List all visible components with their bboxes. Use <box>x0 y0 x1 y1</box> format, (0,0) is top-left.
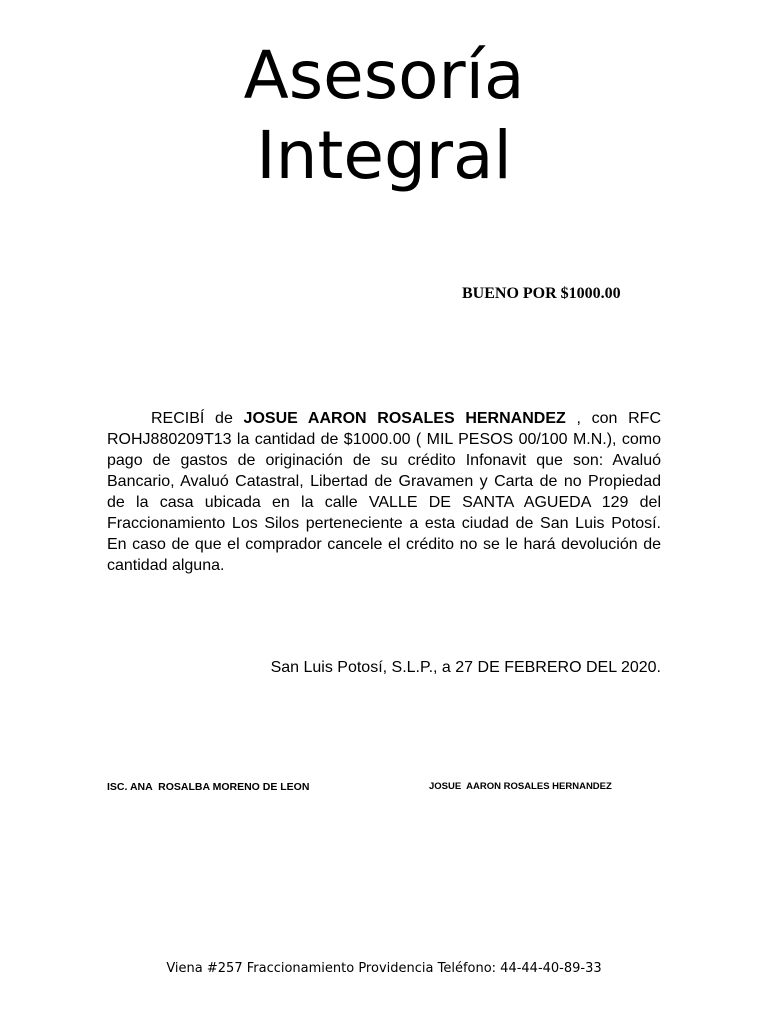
receipt-body <box>107 408 661 576</box>
payer-name: JOSUE AARON ROSALES HERNANDEZ <box>243 410 566 427</box>
place-and-date: San Luis Potosí, S.L.P., a 27 DE FEBRERO DEL 2020. <box>270 659 661 676</box>
receipt-body-intro: RECIBÍ de <box>151 410 244 427</box>
receipt-amount: BUENO POR $1000.00 <box>462 285 621 302</box>
signature-payer: JOSUE AARON ROSALES HERNANDEZ <box>429 781 612 792</box>
company-title-line-1: Asesoría <box>243 37 525 114</box>
receipt-body-main: , con RFC ROHJ880209T13 la cantidad de $1000.00 ( MIL PESOS 00/100 M.N.), como pago de gastos de originación de su crédito Infonavit que son: Avaluó Bancario, Avaluó Catastral, Libertad de Gravamen y Carta de no Propiedad de la casa ubicada en la calle VALLE DE SANTA AGUEDA 129 del Fraccionamiento Los Silos perteneciente a esta ciudad de San Luis Potosí. En caso de que el comprador cancele el crédito no se le hará devolución de cantidad alguna. <box>107 410 661 574</box>
signature-issuer: ISC. ANA ROSALBA MORENO DE LEON <box>107 781 310 793</box>
company-title <box>0 36 768 196</box>
company-title-line-2: Integral <box>256 117 512 194</box>
footer-contact: Viena #257 Fraccionamiento Providencia Teléfono: 44-44-40-89-33 <box>166 961 602 976</box>
